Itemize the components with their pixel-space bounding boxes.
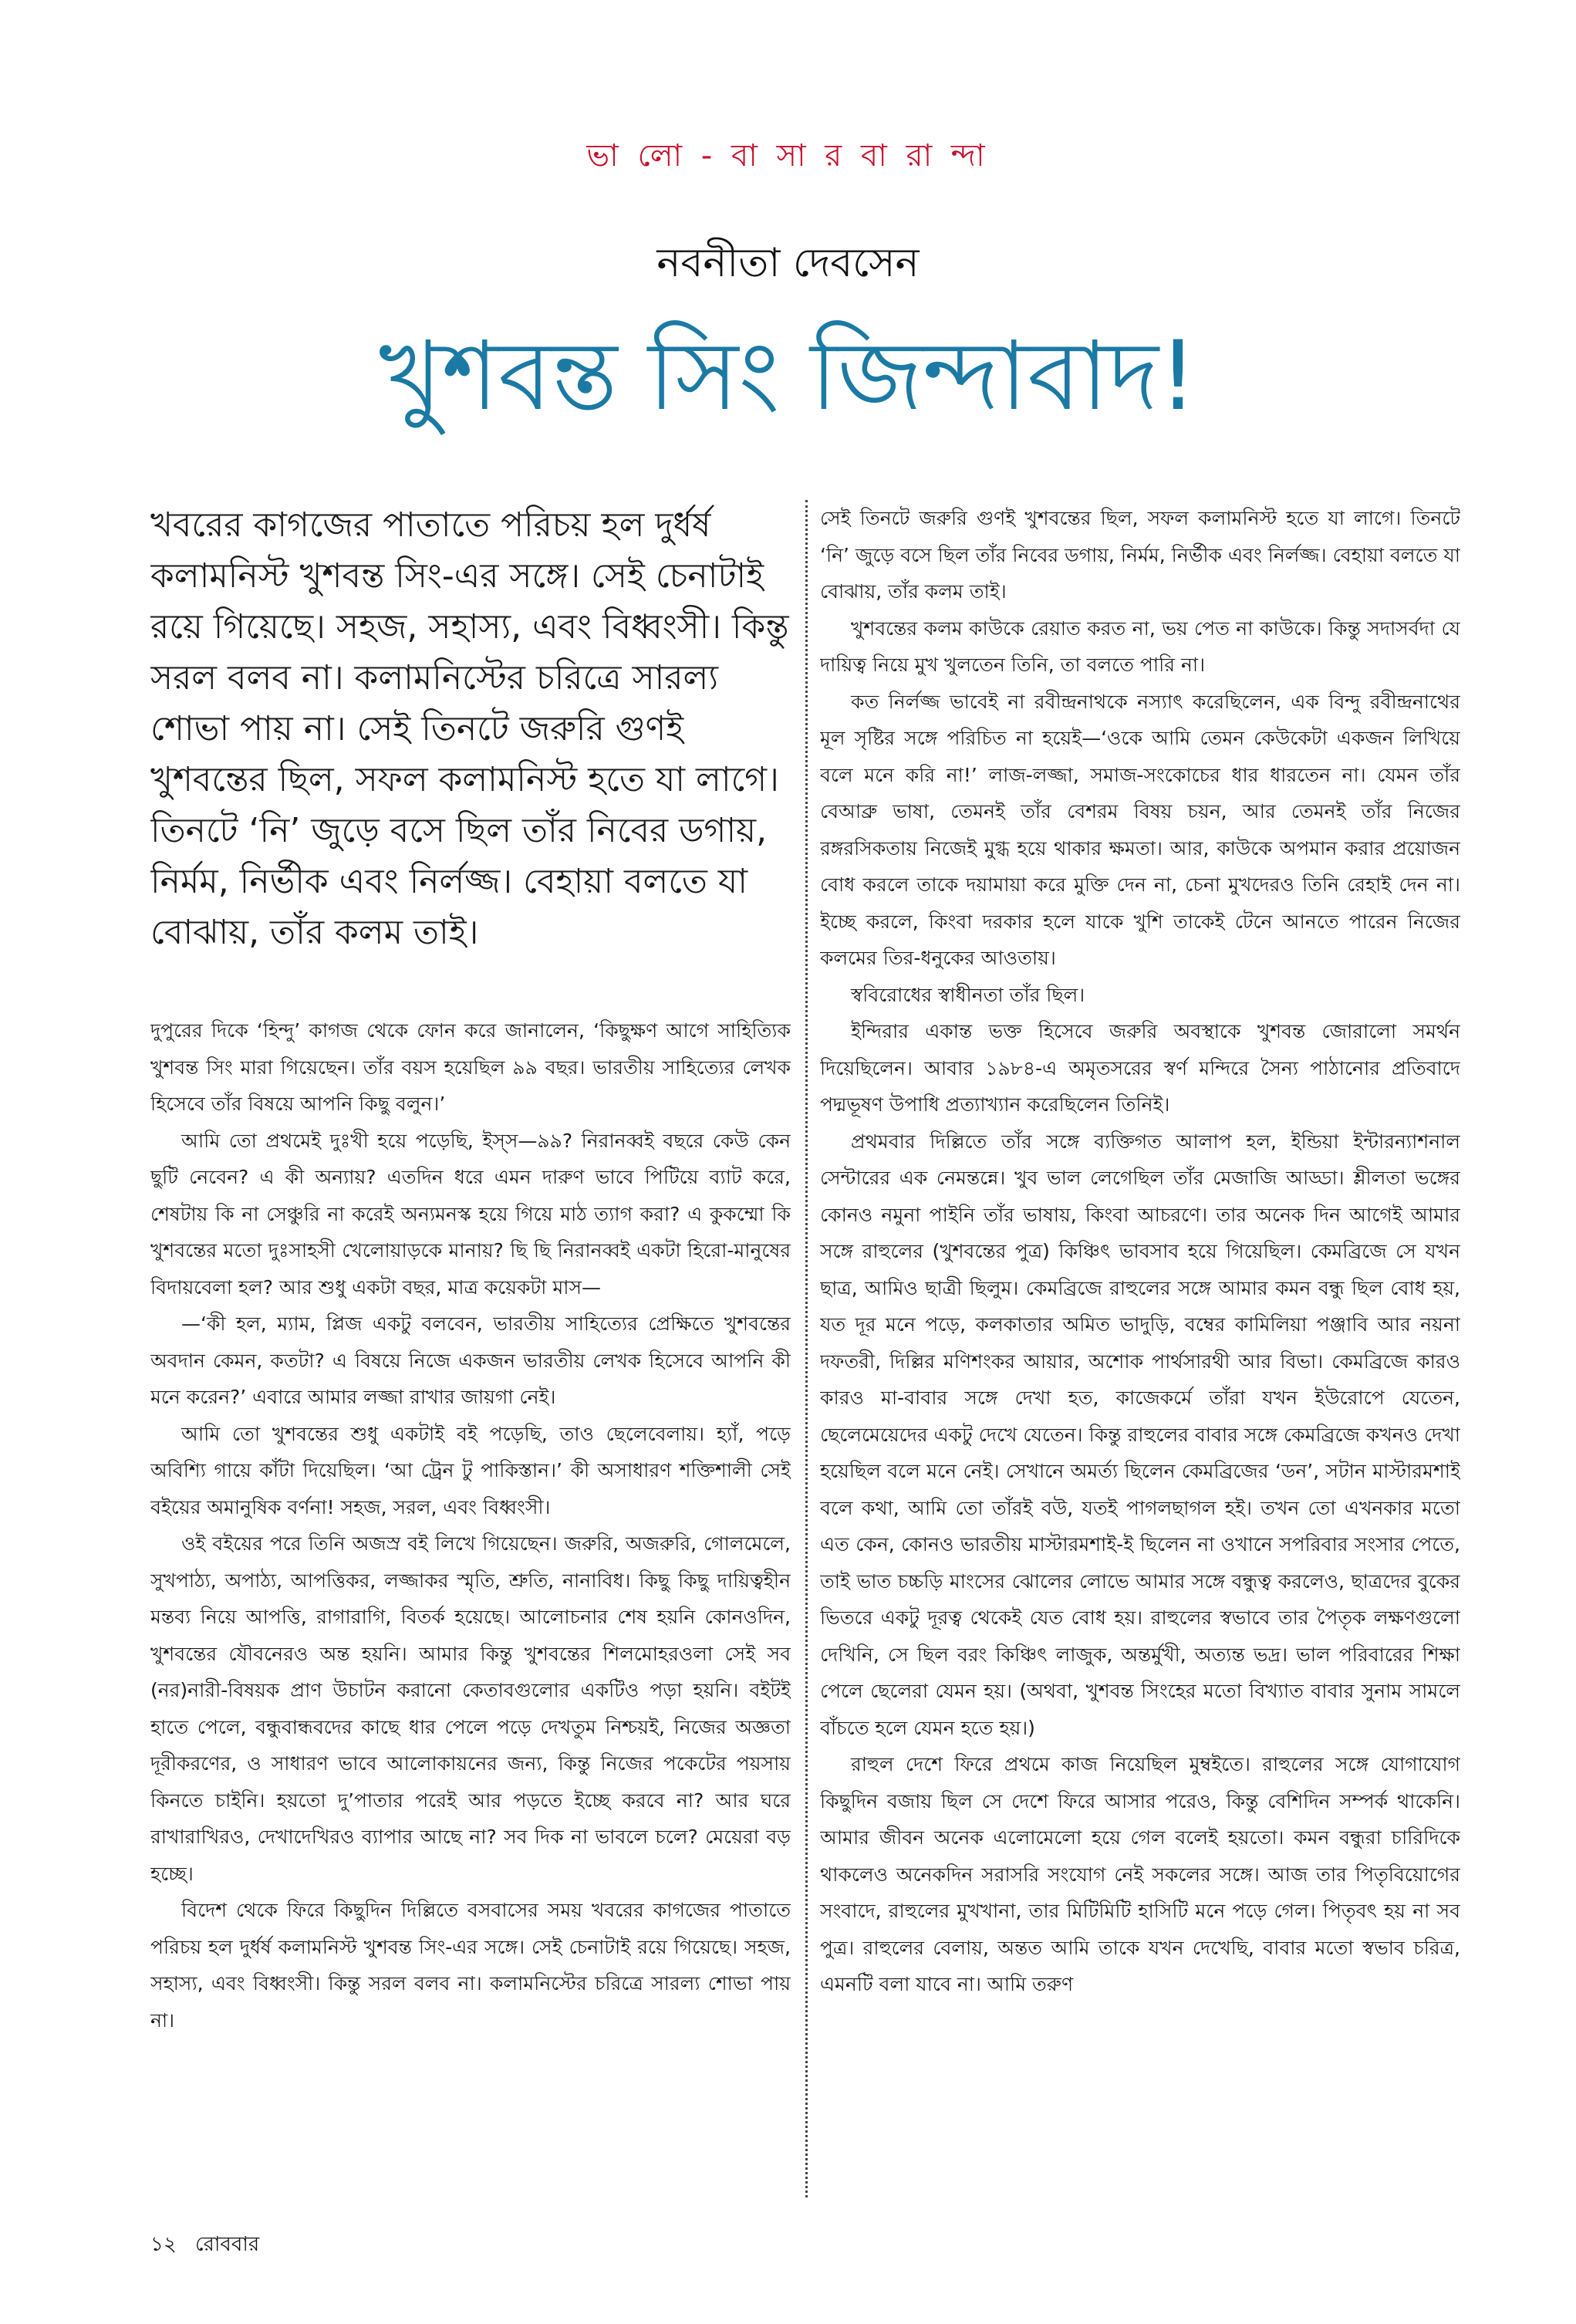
body-paragraph: আমি তো খুশবন্তের শুধু একটাই বই পড়েছি, তাও ছেলেবেলায়। হ্যাঁ, পড়ে অবিশ্যি গায়ে কাঁটা দিয়েছিল। ‘আ ট্রেন টু পাকিস্তান।’ কী অসাধারণ শক্তিশালী সেই বইয়ের অমানুষিক বর্ণনা! সহজ, সরল, এবং বিধ্বংসী।: [150, 1422, 791, 1518]
body-paragraph: আমি তো প্রথমেই দুঃখী হয়ে পড়েছি, ইস্স—৯৯? নিরানব্বই বছরে কেউ কেন ছুটি নেবেন? এ কী অন্যায়? এতদিন ধরে এমন দারুণ ভাবে পিটিয়ে ব্যাট করে, শেষটায় কি না সেঞ্চুরি না করেই অন্যমনস্ক হয়ে গিয়ে মাঠ ত্যাগ করা? এ কুকম্মো কি খুশবন্তের মতো দুঃসাহসী খেলোয়াড়কে মানায়? ছি ছি নিরানব্বই একটা হিরো-মানুষের বিদায়বেলা হল? আর শুধু একটা বছর, মাত্র কয়েকটা মাস—: [150, 1129, 791, 1299]
article-title: খুশবন্ত সিং জিন্দাবাদ!: [379, 321, 1197, 432]
body-paragraph: প্রথমবার দিল্লিতে তাঁর সঙ্গে ব্যক্তিগত আলাপ হল, ইন্ডিয়া ইন্টারন্যাশনাল সেন্টারের এক নেমন্তন্নে। খুব ভাল লেগেছিল তাঁর মেজাজি আড্ডা। শ্লীলতা ভঙ্গের কোনও নমুনা পাইনি তাঁর ভাষায়, কিংবা আচরণে। তার অনেক দিন আগেই আমার সঙ্গে রাহুলের (খুশবন্তের পুত্র) কিঞ্চিৎ ভাবসাব হয়ে গিয়েছিল। কেমব্রিজে সে যখন ছাত্র, আমিও ছাত্রী ছিলুম। কেমব্রিজে রাহুলের সঙ্গে আমার কমন বন্ধু ছিল বোধ হয়, যত দূর মনে পড়ে, কলকাতার অমিত ভাদুড়ি, বম্বের কামিলিয়া পঞ্জাবি আর নয়না দফতরী, দিল্লির মণিশংকর আয়ার, অশোক পার্থসারথী আর বিভা। কেমব্রিজে কারও কারও মা-বাবার সঙ্গে দেখা হত, কাজেকর্মে তাঁরা যখন ইউরোপে যেতেন, ছেলেমেয়েদের একটু দেখে যেতেন। কিন্তু রাহুলের বাবার সঙ্গে কেমব্রিজে কখনও দেখা হয়েছিল বলে মনে নেই। সেখানে অমর্ত্য ছিলেন কেমব্রিজের ‘ডন’, সটান মাস্টারমশাই বলে কথা, আমি তো তাঁরই বউ, যতই পাগলছাগল হই। তখন তো এখনকার মতো এত কেন, কোনও ভারতীয় মাস্টারমশাই-ই ছিলেন না ওখানে সপরিবার সংসার পেতে, তাই ভাত চচ্চড়ি মাংসের ঝোলের লোভে আমার সঙ্গে বন্ধুত্ব করলেও, ছাত্রদের বুকের ভিতরে একটু দূরত্ব থেকেই যেত বোধ হয়। রাহুলের স্বভাবে তার পৈতৃক লক্ষণগুলো দেখিনি, সে ছিল বরং কিঞ্চিৎ লাজুক, অন্তর্মুখী, অত্যন্ত ভদ্র। ভাল পরিবারের শিক্ষা পেলে ছেলেরা যেমন হয়। (অথবা, খুশবন্ত সিংহের মতো বিখ্যাত বাবার সুনাম সামলে বাঁচতে হলে যেমন হতে হয়।): [820, 1130, 1460, 1739]
body-paragraph: স্ববিরোধের স্বাধীনতা তাঁর ছিল।: [851, 983, 1085, 1006]
author-name: নবনীতা দেবসেন: [656, 240, 920, 286]
body-paragraph: ওই বইয়ের পরে তিনি অজস্র বই লিখে গিয়েছেন। জরুরি, অজরুরি, গোলমেলে, সুখপাঠ্য, অপাঠ্য, আপত্তিকর, লজ্জাকর স্মৃতি, শ্রুতি, নানাবিধ। কিছু কিছু দায়িত্বহীন মন্তব্য নিয়ে আপত্তি, রাগারাগি, বিতর্ক হয়েছে। আলোচনার শেষ হয়নি কোনওদিন, খুশবন্তের যৌবনেরও অন্ত হয়নি। আমার কিন্তু খুশবন্তের শিলমোহরওলা সেই সব (নর)নারী-বিষয়ক প্রাণ উচাটন করানো কেতাবগুলোর একটিও পড়া হয়নি। বইটই হাতে পেলে, বন্ধুবান্ধবদের কাছে ধার পেলে পড়ে দেখতুম নিশ্চয়ই, নিজের অজ্ঞতা দূরীকরণের, ও সাধারণ ভাবে আলোকায়নের জন্য, কিন্তু নিজের পকেটের পয়সায় কিনতে চাইনি। হয়তো দু’পাতার পরেই আর পড়তে ইচ্ছে করবে না? আর ঘরে রাখারাখিরও, দেখাদেখিরও ব্যাপার আছে না? সব দিক না ভাবলে চলে? মেয়েরা বড় হচ্ছে।: [150, 1532, 791, 1885]
body-paragraph: রাহুল দেশে ফিরে প্রথমে কাজ নিয়েছিল মুম্বইতে। রাহুলের সঙ্গে যোগাযোগ কিছুদিন বজায় ছিল সে দেশে ফিরে আসার পরেও, কিন্তু বেশিদিন সম্পর্ক থাকেনি। আমার জীবন অনেক এলোমেলো হয়ে গেল বলেই হয়তো। কমন বন্ধুরা চারিদিকে থাকলেও অনেকদিন সরাসরি সংযোগ নেই সকলের সঙ্গে। আজ তার পিতৃবিয়োগের সংবাদে, রাহুলের মুখখানা, তার মিটিমিটি হাসিটি মনে পড়ে গেল। পিতৃবৎ হয় না সব পুত্র। রাহুলের বেলায়, অন্তত আমি তাকে যখন দেখেছি, বাবার মতো স্বভাব চরিত্র, এমনটি বলা যাবে না। আমি তরুণ: [820, 1753, 1460, 1995]
section-kicker: ভা লো - বা সা র বা রা ন্দা: [586, 138, 990, 174]
lead-paragraph: খবরের কাগজের পাতাতে পরিচয় হল দুর্ধর্ষ কলামনিস্ট খুশবন্ত সিং-এর সঙ্গে। সেই চেনাটাই রয়ে গিয়েছে। সহজ, সহাস্য, এবং বিধ্বংসী। কিন্তু সরল বলব না। কলামনিস্টের চরিত্রে সারল্য শোভা পায় না। সেই তিনটে জরুরি গুণই খুশবন্তের ছিল, সফল কলামনিস্ট হতে যা লাগে। তিনটে ‘নি’ জুড়ে বসে ছিল তাঁর নিবের ডগায়, নির্মম, নির্ভীক এবং নির্লজ্জ। বেহায়া বলতে যা বোঝায়, তাঁর কলম তাই।: [150, 505, 789, 952]
body-paragraph: বিদেশ থেকে ফিরে কিছুদিন দিল্লিতে বসবাসের সময় খবরের কাগজের পাতাতে পরিচয় হল দুর্ধর্ষ কলামনিস্ট খুশবন্ত সিং-এর সঙ্গে। সেই চেনাটাই রয়ে গিয়েছে। সহজ, সহাস্য, এবং বিধ্বংসী। কিন্তু সরল বলব না। কলামনিস্টের চরিত্রে সারল্য শোভা পায় না।: [150, 1899, 791, 2032]
right-body: [820, 500, 1460, 2003]
body-paragraph: —‘কী হল, ম্যাম, প্লিজ একটু বলবেন, ভারতীয় সাহিত্যের প্রেক্ষিতে খুশবন্তের অবদান কেমন, কতটা? এ বিষয়ে নিজে একজন ভারতীয় লেখক হিসেবে আপনি কী মনে করেন?’ এবারে আমার লজ্জা রাখার জায়গা নেই।: [150, 1312, 791, 1408]
right-column: [820, 500, 1460, 2170]
publication-name: রোববার: [195, 2233, 260, 2256]
column-divider: [805, 500, 808, 2197]
body-paragraph: দুপুরের দিকে ‘হিন্দু’ কাগজ থেকে ফোন করে জানালেন, ‘কিছুক্ষণ আগে সাহিত্যিক খুশবন্ত সিং মারা গিয়েছেন। তাঁর বয়স হয়েছিল ৯৯ বছর। ভারতীয় সাহিত্যের লেখক হিসেবে তাঁর বিষয়ে আপনি কিছু বলুন।’: [150, 1019, 791, 1115]
body-paragraph: খুশবন্তের কলম কাউকে রেয়াত করত না, ভয় পেত না কাউকে। কিন্তু সদাসর্বদা যে দায়িত্ব নিয়ে মুখ খুলতেন তিনি, তা বলতে পারি না।: [820, 616, 1460, 676]
body-paragraph: ইন্দিরার একান্ত ভক্ত হিসেবে জরুরি অবস্থাকে খুশবন্ত জোরালো সমর্থন দিয়েছিলেন। আবার ১৯৮৪-এ অমৃতসরের স্বর্ণ মন্দিরে সৈন্য পাঠানোর প্রতিবাদে পদ্মভূষণ উপাধি প্রত্যাখ্যান করেছিলেন তিনিই।: [820, 1020, 1460, 1116]
body-paragraph: সেই তিনটে জরুরি গুণই খুশবন্তের ছিল, সফল কলামনিস্ট হতে যা লাগে। তিনটে ‘নি’ জুড়ে বসে ছিল তাঁর নিবের ডগায়, নির্মম, নির্ভীক এবং নির্লজ্জ। বেহায়া বলতে যা বোঝায়, তাঁর কলম তাই।: [820, 507, 1460, 603]
left-body: [150, 1012, 791, 2039]
left-column: [150, 500, 791, 2170]
page-footer: [150, 2228, 272, 2262]
body-paragraph: কত নির্লজ্জ ভাবেই না রবীন্দ্রনাথকে নস্যাৎ করেছিলেন, এক বিন্দু রবীন্দ্রনাথের মূল সৃষ্টির সঙ্গে পরিচিত না হয়েই—‘ওকে আমি তেমন কেউকেটা একজন লিখিয়ে বলে মনে করি না!’ লাজ-লজ্জা, সমাজ-সংকোচের ধার ধারতেন না। যেমন তাঁর বেআব্রু ভাষা, তেমনই তাঁর বেশরম বিষয় চয়ন, আর তেমনই তাঁর নিজের রঙ্গরসিকতায় নিজেই মুগ্ধ হয়ে থাকার ক্ষমতা। আর, কাউকে অপমান করার প্রয়োজন বোধ করলে তাকে দয়ামায়া করে মুক্তি দেন না, চেনা মুখদেরও তিনি রেহাই দেন না। ইচ্ছে করলে, কিংবা দরকার হলে যাকে খুশি তাকেই টেনে আনতে পারেন নিজের কলমের তির-ধনুকের আওতায়।: [820, 690, 1460, 969]
page-number: ১২: [150, 2233, 177, 2256]
